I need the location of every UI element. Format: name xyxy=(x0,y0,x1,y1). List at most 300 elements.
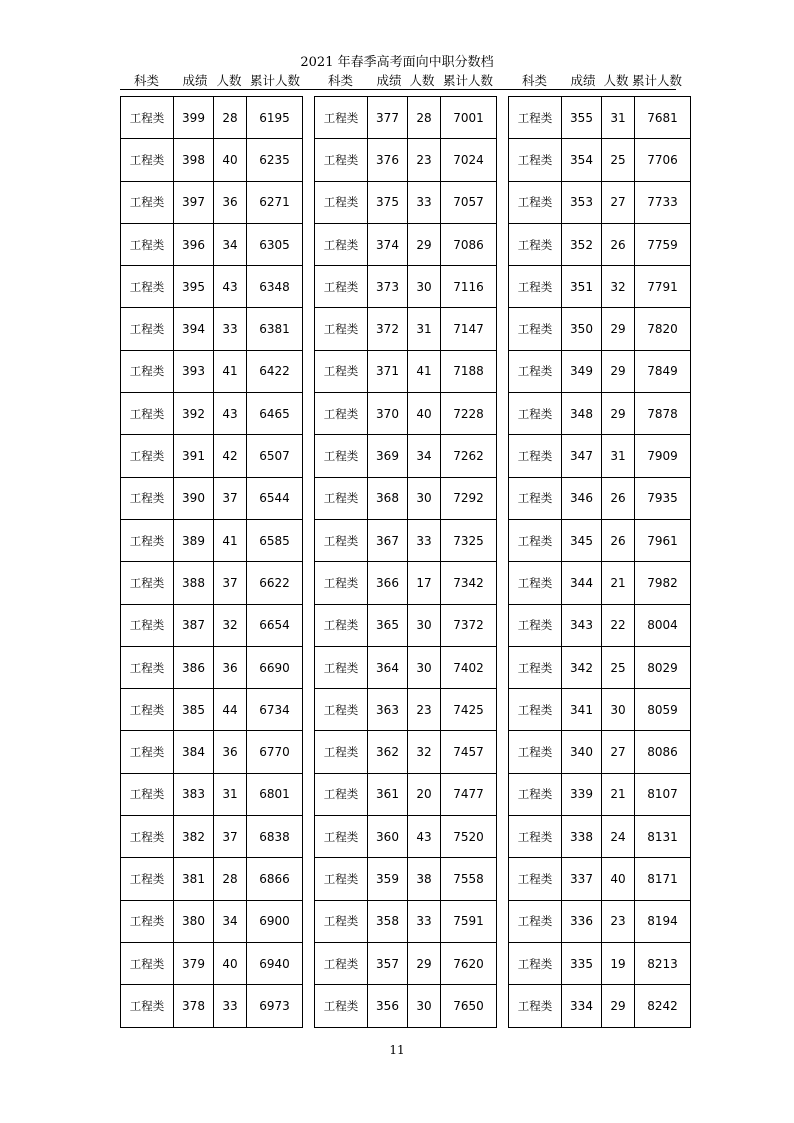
count-cell: 32 xyxy=(214,604,247,646)
table-row xyxy=(315,731,497,773)
category-cell: 工程类 xyxy=(315,604,368,646)
count-cell: 31 xyxy=(602,97,635,139)
category-cell: 工程类 xyxy=(509,139,562,181)
score-cell: 394 xyxy=(174,308,214,350)
count-cell: 30 xyxy=(408,646,441,688)
category-cell: 工程类 xyxy=(315,942,368,984)
header-rule xyxy=(120,89,676,90)
table-row xyxy=(121,731,303,773)
table-row xyxy=(509,689,691,731)
score-cell: 344 xyxy=(562,562,602,604)
cumulative-cell: 8086 xyxy=(635,731,691,773)
category-cell: 工程类 xyxy=(509,731,562,773)
count-cell: 29 xyxy=(602,985,635,1027)
score-cell: 352 xyxy=(562,223,602,265)
score-cell: 378 xyxy=(174,985,214,1027)
category-cell: 工程类 xyxy=(315,985,368,1027)
cumulative-cell: 7849 xyxy=(635,350,691,392)
score-cell: 336 xyxy=(562,900,602,942)
category-cell: 工程类 xyxy=(121,604,174,646)
table-row xyxy=(509,266,691,308)
cumulative-cell: 7558 xyxy=(441,858,497,900)
category-cell: 工程类 xyxy=(121,519,174,561)
category-cell: 工程类 xyxy=(121,731,174,773)
score-cell: 346 xyxy=(562,477,602,519)
count-cell: 25 xyxy=(602,646,635,688)
table-row xyxy=(509,604,691,646)
count-cell: 44 xyxy=(214,689,247,731)
table-row xyxy=(509,858,691,900)
table-row xyxy=(121,942,303,984)
table-row xyxy=(315,985,497,1027)
category-cell: 工程类 xyxy=(121,435,174,477)
cumulative-cell: 6271 xyxy=(247,181,303,223)
category-cell: 工程类 xyxy=(509,985,562,1027)
table-row xyxy=(315,97,497,139)
table-row xyxy=(509,900,691,942)
table-row xyxy=(509,562,691,604)
header-cumulative: 累计人数 xyxy=(249,73,300,88)
score-cell: 391 xyxy=(174,435,214,477)
count-cell: 23 xyxy=(602,900,635,942)
score-cell: 387 xyxy=(174,604,214,646)
cumulative-cell: 6422 xyxy=(247,350,303,392)
cumulative-cell: 6195 xyxy=(247,97,303,139)
column-headers xyxy=(0,72,794,90)
score-cell: 355 xyxy=(562,97,602,139)
count-cell: 30 xyxy=(408,477,441,519)
table-row xyxy=(509,97,691,139)
count-cell: 43 xyxy=(214,393,247,435)
table-row xyxy=(509,816,691,858)
score-cell: 359 xyxy=(368,858,408,900)
table-row xyxy=(121,350,303,392)
category-cell: 工程类 xyxy=(121,223,174,265)
table-row xyxy=(121,97,303,139)
cumulative-cell: 6305 xyxy=(247,223,303,265)
count-cell: 26 xyxy=(602,223,635,265)
score-cell: 337 xyxy=(562,858,602,900)
count-cell: 34 xyxy=(408,435,441,477)
count-cell: 29 xyxy=(408,223,441,265)
table-row xyxy=(121,308,303,350)
category-cell: 工程类 xyxy=(509,266,562,308)
category-cell: 工程类 xyxy=(121,646,174,688)
score-cell: 395 xyxy=(174,266,214,308)
cumulative-cell: 7982 xyxy=(635,562,691,604)
count-cell: 27 xyxy=(602,731,635,773)
table-row xyxy=(121,604,303,646)
score-table-block-1 xyxy=(120,96,303,1028)
count-cell: 20 xyxy=(408,773,441,815)
score-cell: 370 xyxy=(368,393,408,435)
category-cell: 工程类 xyxy=(315,773,368,815)
count-cell: 43 xyxy=(408,816,441,858)
count-cell: 41 xyxy=(214,350,247,392)
score-cell: 343 xyxy=(562,604,602,646)
table-row xyxy=(509,393,691,435)
category-cell: 工程类 xyxy=(509,477,562,519)
table-row xyxy=(121,689,303,731)
score-cell: 392 xyxy=(174,393,214,435)
category-cell: 工程类 xyxy=(509,223,562,265)
cumulative-cell: 7325 xyxy=(441,519,497,561)
score-cell: 368 xyxy=(368,477,408,519)
category-cell: 工程类 xyxy=(121,900,174,942)
cumulative-cell: 6734 xyxy=(247,689,303,731)
cumulative-cell: 8059 xyxy=(635,689,691,731)
cumulative-cell: 7620 xyxy=(441,942,497,984)
count-cell: 34 xyxy=(214,900,247,942)
score-cell: 356 xyxy=(368,985,408,1027)
category-cell: 工程类 xyxy=(315,223,368,265)
cumulative-cell: 7706 xyxy=(635,139,691,181)
table-row xyxy=(315,435,497,477)
header-count: 人数 xyxy=(216,73,242,88)
category-cell: 工程类 xyxy=(121,689,174,731)
cumulative-cell: 6348 xyxy=(247,266,303,308)
table-row xyxy=(121,477,303,519)
category-cell: 工程类 xyxy=(509,773,562,815)
count-cell: 26 xyxy=(602,477,635,519)
table-row xyxy=(315,181,497,223)
category-cell: 工程类 xyxy=(315,97,368,139)
count-cell: 21 xyxy=(602,562,635,604)
count-cell: 43 xyxy=(214,266,247,308)
score-cell: 377 xyxy=(368,97,408,139)
table-row xyxy=(315,562,497,604)
header-category: 科类 xyxy=(133,73,159,88)
category-cell: 工程类 xyxy=(121,97,174,139)
count-cell: 29 xyxy=(602,393,635,435)
table-row xyxy=(509,731,691,773)
score-cell: 335 xyxy=(562,942,602,984)
cumulative-cell: 7791 xyxy=(635,266,691,308)
category-cell: 工程类 xyxy=(121,393,174,435)
category-cell: 工程类 xyxy=(121,816,174,858)
cumulative-cell: 7457 xyxy=(441,731,497,773)
cumulative-cell: 7116 xyxy=(441,266,497,308)
count-cell: 25 xyxy=(602,139,635,181)
header-category: 科类 xyxy=(521,73,547,88)
score-cell: 371 xyxy=(368,350,408,392)
count-cell: 37 xyxy=(214,477,247,519)
table-row xyxy=(509,435,691,477)
count-cell: 36 xyxy=(214,181,247,223)
table-row xyxy=(315,942,497,984)
table-row xyxy=(509,181,691,223)
table-row xyxy=(315,266,497,308)
count-cell: 31 xyxy=(408,308,441,350)
cumulative-cell: 8171 xyxy=(635,858,691,900)
category-cell: 工程类 xyxy=(121,773,174,815)
count-cell: 30 xyxy=(408,985,441,1027)
table-row xyxy=(509,477,691,519)
cumulative-cell: 8029 xyxy=(635,646,691,688)
table-row xyxy=(315,689,497,731)
score-cell: 388 xyxy=(174,562,214,604)
category-cell: 工程类 xyxy=(509,816,562,858)
score-cell: 374 xyxy=(368,223,408,265)
page-title: 2021 年春季高考面向中职分数档 xyxy=(300,55,494,70)
category-cell: 工程类 xyxy=(315,562,368,604)
cumulative-cell: 7024 xyxy=(441,139,497,181)
count-cell: 34 xyxy=(214,223,247,265)
cumulative-cell: 8242 xyxy=(635,985,691,1027)
score-cell: 361 xyxy=(368,773,408,815)
category-cell: 工程类 xyxy=(315,393,368,435)
count-cell: 30 xyxy=(602,689,635,731)
table-row xyxy=(315,519,497,561)
count-cell: 29 xyxy=(602,350,635,392)
cumulative-cell: 8107 xyxy=(635,773,691,815)
page-number: 11 xyxy=(389,1043,405,1057)
count-cell: 30 xyxy=(408,266,441,308)
table-row xyxy=(509,519,691,561)
count-cell: 33 xyxy=(408,900,441,942)
score-cell: 349 xyxy=(562,350,602,392)
category-cell: 工程类 xyxy=(315,477,368,519)
count-cell: 42 xyxy=(214,435,247,477)
score-cell: 341 xyxy=(562,689,602,731)
header-score: 成绩 xyxy=(182,73,208,88)
score-cell: 353 xyxy=(562,181,602,223)
cumulative-cell: 6544 xyxy=(247,477,303,519)
cumulative-cell: 7372 xyxy=(441,604,497,646)
cumulative-cell: 6585 xyxy=(247,519,303,561)
score-cell: 379 xyxy=(174,942,214,984)
cumulative-cell: 6866 xyxy=(247,858,303,900)
score-cell: 398 xyxy=(174,139,214,181)
category-cell: 工程类 xyxy=(315,181,368,223)
table-row xyxy=(121,435,303,477)
count-cell: 28 xyxy=(214,858,247,900)
score-cell: 397 xyxy=(174,181,214,223)
cumulative-cell: 6900 xyxy=(247,900,303,942)
category-cell: 工程类 xyxy=(509,562,562,604)
count-cell: 31 xyxy=(214,773,247,815)
category-cell: 工程类 xyxy=(509,646,562,688)
count-cell: 29 xyxy=(602,308,635,350)
category-cell: 工程类 xyxy=(509,942,562,984)
category-cell: 工程类 xyxy=(315,731,368,773)
score-table-block-3 xyxy=(508,96,691,1028)
table-row xyxy=(121,816,303,858)
cumulative-cell: 7001 xyxy=(441,97,497,139)
score-cell: 345 xyxy=(562,519,602,561)
header-count: 人数 xyxy=(409,73,435,88)
count-cell: 40 xyxy=(214,942,247,984)
table-row xyxy=(315,139,497,181)
category-cell: 工程类 xyxy=(509,604,562,646)
category-cell: 工程类 xyxy=(509,858,562,900)
table-row xyxy=(315,604,497,646)
score-cell: 399 xyxy=(174,97,214,139)
category-cell: 工程类 xyxy=(121,308,174,350)
count-cell: 32 xyxy=(408,731,441,773)
table-row xyxy=(315,858,497,900)
category-cell: 工程类 xyxy=(509,181,562,223)
header-cumulative: 累计人数 xyxy=(442,73,493,88)
cumulative-cell: 7402 xyxy=(441,646,497,688)
table-row xyxy=(121,985,303,1027)
count-cell: 30 xyxy=(408,604,441,646)
cumulative-cell: 6940 xyxy=(247,942,303,984)
score-cell: 380 xyxy=(174,900,214,942)
table-row xyxy=(509,139,691,181)
score-cell: 372 xyxy=(368,308,408,350)
cumulative-cell: 7935 xyxy=(635,477,691,519)
table-row xyxy=(315,646,497,688)
score-cell: 369 xyxy=(368,435,408,477)
score-cell: 382 xyxy=(174,816,214,858)
count-cell: 33 xyxy=(214,308,247,350)
cumulative-cell: 7342 xyxy=(441,562,497,604)
cumulative-cell: 7733 xyxy=(635,181,691,223)
count-cell: 24 xyxy=(602,816,635,858)
count-cell: 28 xyxy=(214,97,247,139)
cumulative-cell: 6381 xyxy=(247,308,303,350)
count-cell: 40 xyxy=(602,858,635,900)
count-cell: 41 xyxy=(408,350,441,392)
score-cell: 385 xyxy=(174,689,214,731)
count-cell: 19 xyxy=(602,942,635,984)
category-cell: 工程类 xyxy=(315,689,368,731)
count-cell: 36 xyxy=(214,646,247,688)
category-cell: 工程类 xyxy=(121,181,174,223)
table-row xyxy=(121,393,303,435)
cumulative-cell: 7961 xyxy=(635,519,691,561)
table-row xyxy=(315,350,497,392)
category-cell: 工程类 xyxy=(315,858,368,900)
category-cell: 工程类 xyxy=(121,858,174,900)
cumulative-cell: 7520 xyxy=(441,816,497,858)
count-cell: 32 xyxy=(602,266,635,308)
count-cell: 33 xyxy=(408,181,441,223)
count-cell: 22 xyxy=(602,604,635,646)
cumulative-cell: 7057 xyxy=(441,181,497,223)
category-cell: 工程类 xyxy=(315,350,368,392)
count-cell: 23 xyxy=(408,139,441,181)
score-cell: 367 xyxy=(368,519,408,561)
cumulative-cell: 7650 xyxy=(441,985,497,1027)
cumulative-cell: 6622 xyxy=(247,562,303,604)
count-cell: 17 xyxy=(408,562,441,604)
score-cell: 339 xyxy=(562,773,602,815)
cumulative-cell: 6690 xyxy=(247,646,303,688)
category-cell: 工程类 xyxy=(315,435,368,477)
table-row xyxy=(121,139,303,181)
score-cell: 366 xyxy=(368,562,408,604)
count-cell: 33 xyxy=(408,519,441,561)
cumulative-cell: 7425 xyxy=(441,689,497,731)
category-cell: 工程类 xyxy=(315,646,368,688)
score-cell: 334 xyxy=(562,985,602,1027)
count-cell: 40 xyxy=(408,393,441,435)
category-cell: 工程类 xyxy=(315,139,368,181)
score-cell: 383 xyxy=(174,773,214,815)
score-cell: 338 xyxy=(562,816,602,858)
table-row xyxy=(121,646,303,688)
category-cell: 工程类 xyxy=(509,350,562,392)
cumulative-cell: 7147 xyxy=(441,308,497,350)
table-row xyxy=(509,942,691,984)
table-row xyxy=(509,350,691,392)
category-cell: 工程类 xyxy=(315,519,368,561)
score-cell: 360 xyxy=(368,816,408,858)
table-row xyxy=(315,223,497,265)
score-cell: 363 xyxy=(368,689,408,731)
table-row xyxy=(509,773,691,815)
category-cell: 工程类 xyxy=(315,266,368,308)
category-cell: 工程类 xyxy=(509,308,562,350)
count-cell: 21 xyxy=(602,773,635,815)
score-cell: 350 xyxy=(562,308,602,350)
category-cell: 工程类 xyxy=(509,689,562,731)
cumulative-cell: 7086 xyxy=(441,223,497,265)
table-row xyxy=(121,562,303,604)
table-row xyxy=(121,266,303,308)
score-cell: 396 xyxy=(174,223,214,265)
score-cell: 381 xyxy=(174,858,214,900)
category-cell: 工程类 xyxy=(121,139,174,181)
cumulative-cell: 6770 xyxy=(247,731,303,773)
score-cell: 357 xyxy=(368,942,408,984)
table-row xyxy=(315,816,497,858)
cumulative-cell: 7292 xyxy=(441,477,497,519)
count-cell: 28 xyxy=(408,97,441,139)
count-cell: 36 xyxy=(214,731,247,773)
cumulative-cell: 7591 xyxy=(441,900,497,942)
cumulative-cell: 8213 xyxy=(635,942,691,984)
count-cell: 38 xyxy=(408,858,441,900)
score-cell: 340 xyxy=(562,731,602,773)
table-row xyxy=(121,181,303,223)
category-cell: 工程类 xyxy=(509,97,562,139)
category-cell: 工程类 xyxy=(121,350,174,392)
count-cell: 27 xyxy=(602,181,635,223)
cumulative-cell: 7909 xyxy=(635,435,691,477)
table-row xyxy=(509,646,691,688)
category-cell: 工程类 xyxy=(121,562,174,604)
cumulative-cell: 7820 xyxy=(635,308,691,350)
score-cell: 376 xyxy=(368,139,408,181)
cumulative-cell: 8131 xyxy=(635,816,691,858)
category-cell: 工程类 xyxy=(121,266,174,308)
score-cell: 362 xyxy=(368,731,408,773)
header-cumulative: 累计人数 xyxy=(631,73,682,88)
table-row xyxy=(509,985,691,1027)
cumulative-cell: 6235 xyxy=(247,139,303,181)
score-cell: 393 xyxy=(174,350,214,392)
table-row xyxy=(121,519,303,561)
table-row xyxy=(315,308,497,350)
score-table-block-2 xyxy=(314,96,497,1028)
category-cell: 工程类 xyxy=(315,900,368,942)
score-cell: 390 xyxy=(174,477,214,519)
count-cell: 26 xyxy=(602,519,635,561)
category-cell: 工程类 xyxy=(315,816,368,858)
category-cell: 工程类 xyxy=(121,477,174,519)
cumulative-cell: 7681 xyxy=(635,97,691,139)
cumulative-cell: 6801 xyxy=(247,773,303,815)
count-cell: 23 xyxy=(408,689,441,731)
count-cell: 33 xyxy=(214,985,247,1027)
category-cell: 工程类 xyxy=(121,985,174,1027)
count-cell: 37 xyxy=(214,816,247,858)
cumulative-cell: 7477 xyxy=(441,773,497,815)
cumulative-cell: 6654 xyxy=(247,604,303,646)
